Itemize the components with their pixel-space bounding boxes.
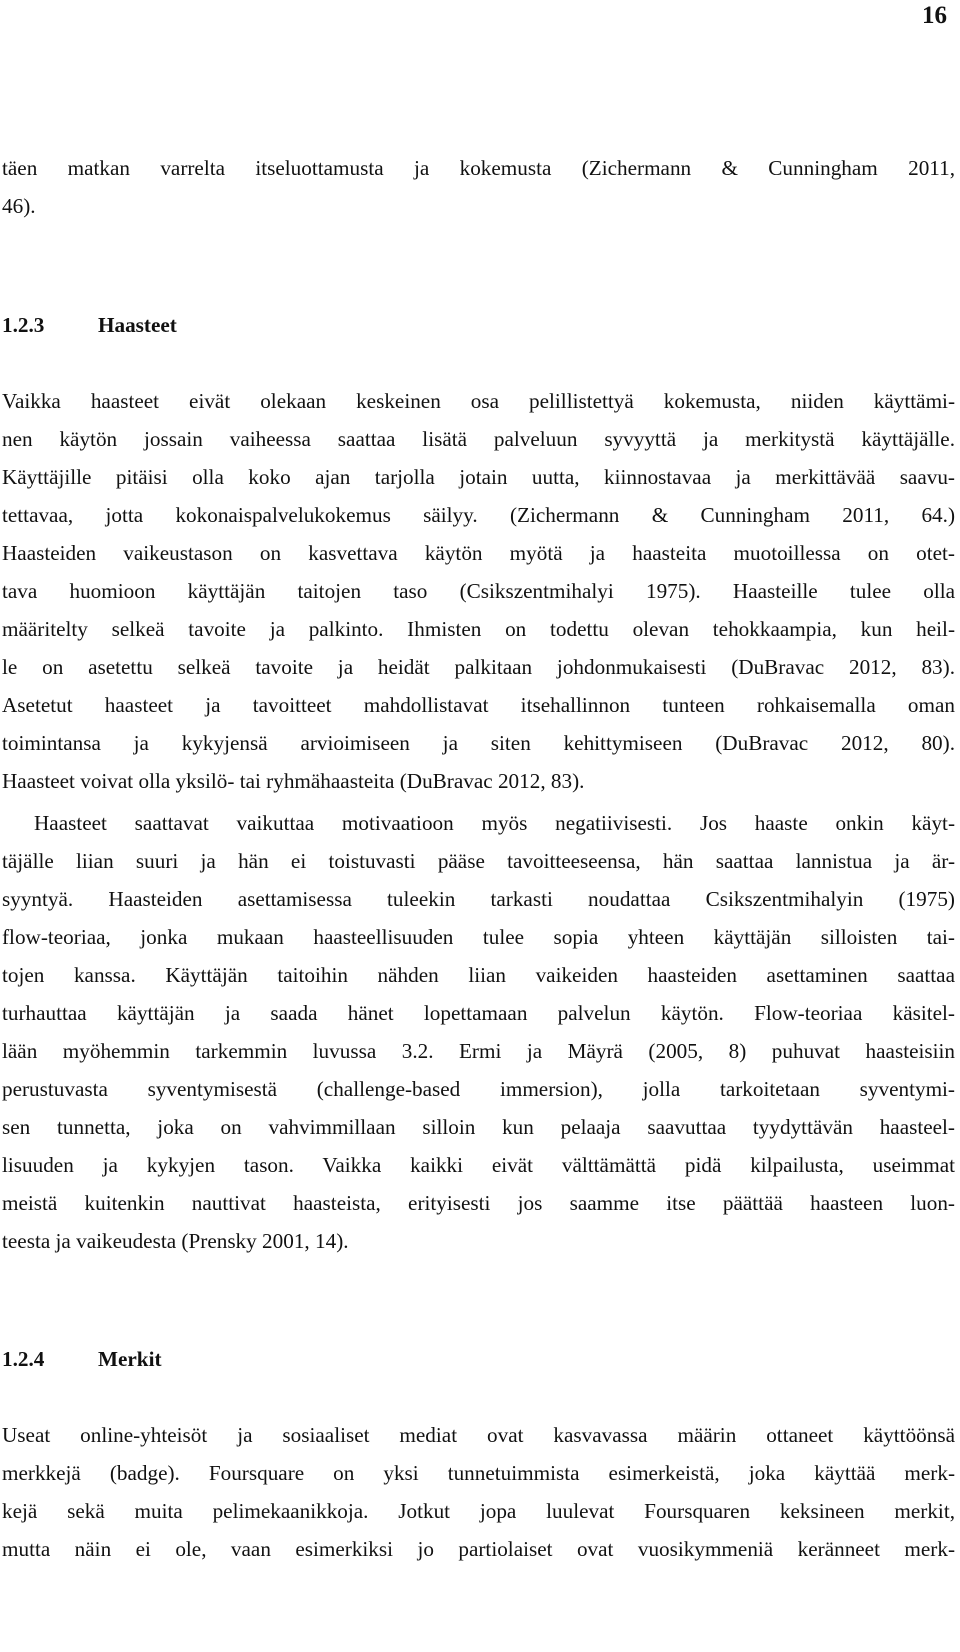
paragraph-1-line: määritelty selkeä tavoite ja palkinto. Ihmisten on todettu olevan tehokkaampia, kun heil- xyxy=(2,617,955,641)
paragraph-2-line: lään myöhemmin tarkemmin luvussa 3.2. Ermi ja Mäyrä (2005, 8) puhuvat haasteisiin xyxy=(2,1039,955,1063)
paragraph-2-line: sen tunnetta, joka on vahvimmillaan silloin kun pelaaja saavuttaa tyydyttävän haasteel- xyxy=(2,1115,955,1139)
paragraph-2-line: tojen kanssa. Käyttäjän taitoihin nähden liian vaikeiden haasteiden asettaminen saattaa xyxy=(2,963,955,987)
paragraph-3-line: kejä sekä muita pelimekaanikkoja. Jotkut jopa luulevat Foursquaren keksineen merkit, xyxy=(2,1499,955,1523)
paragraph-1-line: Asetetut haasteet ja tavoitteet mahdollistavat itsehallinnon tunteen rohkaisemalla oman xyxy=(2,693,955,717)
section-heading-haasteet xyxy=(2,306,177,344)
paragraph-2-line: meistä kuitenkin nauttivat haasteista, erityisesti jos saamme itse päättää haasteen luon- xyxy=(2,1191,955,1215)
paragraph-1-line: Haasteiden vaikeustason on kasvettava käytön myötä ja haasteita muotoillessa on otet- xyxy=(2,541,955,565)
paragraph-2-line: täjälle liian suuri ja hän ei toistuvasti pääse tavoitteeseensa, hän saattaa lannistua ja är- xyxy=(2,849,955,873)
paragraph-1-line: toimintansa ja kykyjensä arvioimiseen ja siten kehittymiseen (DuBravac 2012, 80). xyxy=(2,731,955,755)
paragraph-1-line: Käyttäjille pitäisi olla koko ajan tarjolla jotain uutta, kiinnostavaa ja merkittävää saavu- xyxy=(2,465,955,489)
paragraph-2-line: flow-teoriaa, jonka mukaan haasteellisuuden tulee sopia yhteen käyttäjän silloisten tai- xyxy=(2,925,955,949)
paragraph-2-line: teesta ja vaikeudesta (Prensky 2001, 14). xyxy=(2,1229,349,1253)
paragraph-1-line: Vaikka haasteet eivät olekaan keskeinen osa pelillistettyä kokemusta, niiden käyttämi- xyxy=(2,389,955,413)
section-number: 1.2.4 xyxy=(2,1347,45,1371)
paragraph-1-line: nen käytön jossain vaiheessa saattaa lisätä palveluun syvyyttä ja merkitystä käyttäjälle. xyxy=(2,427,955,451)
paragraph-2-line: perustuvasta syventymisestä (challenge-based immersion), jolla tarkoitetaan syventymi- xyxy=(2,1077,955,1101)
paragraph-1-line: le on asetettu selkeä tavoite ja heidät palkitaan johdonmukaisesti (DuBravac 2012, 83). xyxy=(2,655,955,679)
paragraph-1-line: Haasteet voivat olla yksilö- tai ryhmähaasteita (DuBravac 2012, 83). xyxy=(2,769,585,793)
paragraph-3-line: merkkejä (badge). Foursquare on yksi tunnetuimmista esimerkeistä, joka käyttää merk- xyxy=(2,1461,955,1485)
paragraph-2-line: syyntyä. Haasteiden asettamisessa tuleekin tarkasti noudattaa Csikszentmihalyin (1975) xyxy=(2,887,955,911)
paragraph-2-line: lisuuden ja kykyjen tason. Vaikka kaikki eivät välttämättä pidä kilpailusta, useimmat xyxy=(2,1153,955,1177)
paragraph-2-line: turhauttaa käyttäjän ja saada hänet lopettamaan palvelun käytön. Flow-teoriaa käsitel- xyxy=(2,1001,955,1025)
paragraph-1-line: tettavaa, jotta kokonaispalvelukokemus säilyy. (Zichermann & Cunningham 2011, 64.) xyxy=(2,503,955,527)
section-title: Haasteet xyxy=(98,313,177,337)
paragraph-2-line: Haasteet saattavat vaikuttaa motivaatioon myös negatiivisesti. Jos haaste onkin käyt- xyxy=(34,811,955,835)
intro-line-2: 46). xyxy=(2,194,36,218)
text-column xyxy=(2,0,955,1652)
intro-line-1: täen matkan varrelta itseluottamusta ja kokemusta (Zichermann & Cunningham 2011, xyxy=(2,156,955,180)
section-title: Merkit xyxy=(98,1347,162,1371)
paragraph-3-line: mutta näin ei ole, vaan esimerkiksi jo partiolaiset ovat vuosikymmeniä keränneet merk- xyxy=(2,1537,955,1561)
section-number: 1.2.3 xyxy=(2,313,45,337)
page-number: 16 xyxy=(922,2,947,29)
paragraph-1-line: tava huomioon käyttäjän taitojen taso (Csikszentmihalyi 1975). Haasteille tulee olla xyxy=(2,579,955,603)
section-heading-merkit xyxy=(2,1340,162,1378)
paragraph-3-line: Useat online-yhteisöt ja sosiaaliset mediat ovat kasvavassa määrin ottaneet käyttöönsä xyxy=(2,1423,955,1447)
